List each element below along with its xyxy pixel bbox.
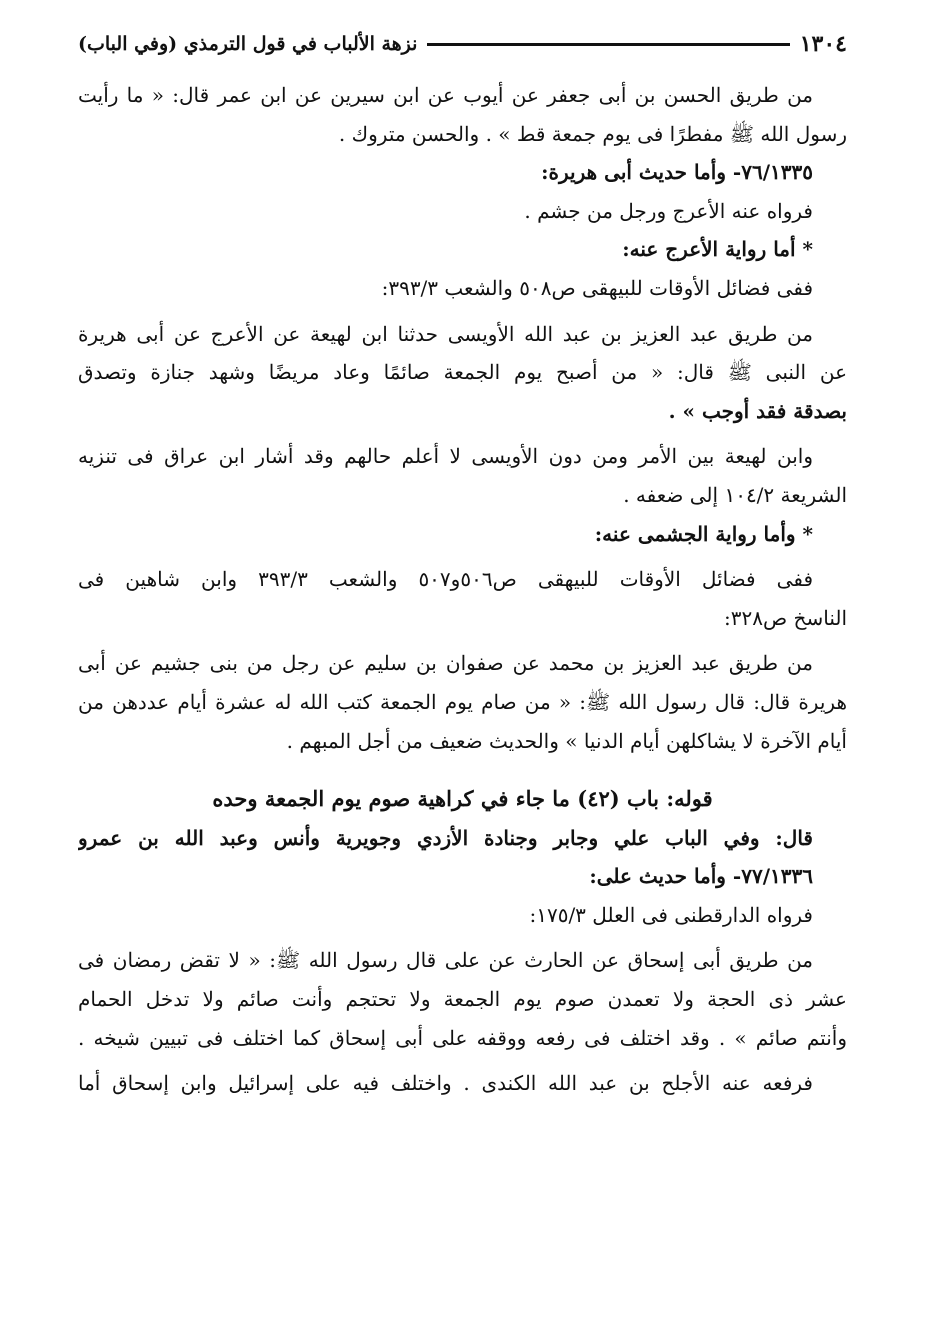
book-title: نزهة الألباب في قول الترمذي (وفي الباب) — [78, 33, 418, 55]
text-line: ففى فضائل الأوقات للبيهقى ص٥٠٦و٥٠٧ والشعب ٣٩٣/٣ وابن شاهين فى — [78, 567, 814, 592]
text-line: فرواه عنه الأعرج ورجل من جشم . — [524, 198, 813, 223]
text-line: * أما رواية الأعرج عنه: — [622, 237, 813, 262]
running-header — [78, 26, 847, 62]
text-line: ٧٧/١٣٣٦- وأما حديث على: — [589, 864, 813, 889]
text-line: من طريق عبد العزيز بن عبد الله الأويسى حدثنا ابن لهيعة عن الأعرج عن أبى هريرة — [78, 321, 813, 346]
text-line: فرواه الدارقطنى فى العلل ١٧٥/٣: — [529, 902, 813, 927]
header-rule — [427, 43, 789, 46]
book-page — [78, 26, 847, 1316]
text-line: هريرة قال: قال رسول الله ﷺ: « من صام يوم الجمعة كتب الله له عشرة أيام عددهن من — [78, 689, 847, 714]
text-line: ٧٦/١٣٣٥- وأما حديث أبى هريرة: — [541, 160, 813, 185]
text-line: عن النبى ﷺ قال: « من أصبح يوم الجمعة صائمًا وعاد مريضًا وشهد جنازة وتصدق — [78, 360, 847, 385]
text-line: من طريق عبد العزيز بن محمد عن صفوان بن سليم عن رجل من بنى جشيم عن أبى — [78, 651, 813, 676]
text-line: عشر ذى الحجة ولا تعمدن صوم يوم الجمعة ولا تحتجم وأنت صائم ولا تدخل الحمام — [78, 987, 847, 1012]
text-line: بصدقة فقد أوجب » . — [668, 398, 847, 423]
text-line: ففى فضائل الأوقات للبيهقى ص٥٠٨ والشعب ٣٩٣/٣: — [381, 275, 813, 300]
text-line: أيام الآخرة لا يشاكلهن أيام الدنيا » والحديث ضعيف من أجل المبهم . — [286, 728, 847, 753]
text-line: قوله: باب (٤٢) ما جاء في كراهية صوم يوم الجمعة وحده — [212, 786, 713, 812]
text-line: وابن لهيعة بين الأمر ومن دون الأويسى لا أعلم حالهم وقد أشار ابن عراق فى تنزيه — [78, 444, 813, 469]
text-line: رسول الله ﷺ مفطرًا فى يوم جمعة قط » . والحسن متروك . — [338, 121, 847, 146]
text-line: الناسخ ص٣٢٨: — [724, 605, 847, 630]
text-line: وأنتم صائم » . وقد اختلف فى رفعه ووقفه على أبى إسحاق كما اختلف فى تبيين شيخه . — [78, 1025, 847, 1050]
text-line: فرفعه عنه الأجلح بن عبد الله الكندى . واختلف فيه على إسرائيل وابن إسحاق أما — [78, 1071, 813, 1096]
text-line: من طريق أبى إسحاق عن الحارث عن على قال رسول الله ﷺ: « لا تقض رمضان فى — [78, 948, 813, 973]
text-line: من طريق الحسن بن أبى جعفر عن أيوب عن ابن سيرين عن ابن عمر قال: « ما رأيت — [78, 83, 813, 107]
body-text — [78, 76, 847, 1103]
text-line: الشريعة ١٠٤/٢ إلى ضعفه . — [623, 482, 847, 507]
text-line: * وأما رواية الجشمى عنه: — [594, 521, 813, 546]
page-number: ١٣٠٤ — [799, 31, 847, 57]
text-line: قال: وفي الباب علي وجابر وجنادة الأزدي وجويرية وأنس وعبد الله بن عمرو — [78, 825, 813, 850]
